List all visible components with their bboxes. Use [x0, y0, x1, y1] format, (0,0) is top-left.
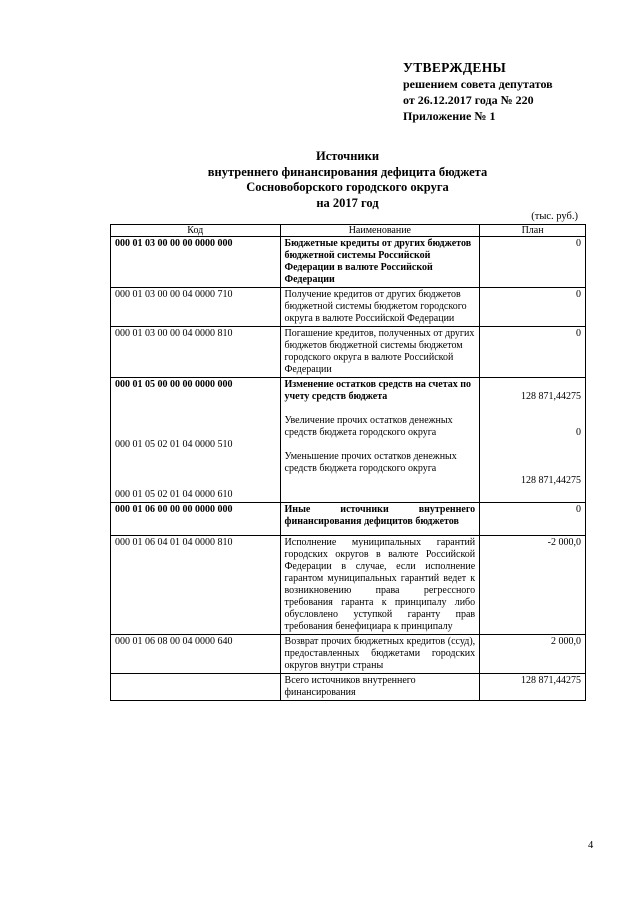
row-code: 000 01 03 00 00 00 0000 000: [111, 237, 281, 288]
row-plan: 0: [480, 288, 586, 327]
sub-row-name: Уменьшение прочих остатков денежных средств бюджета городского округа: [284, 451, 457, 474]
row-plan: 128 871,44275: [521, 391, 581, 402]
table-row: [111, 237, 586, 288]
header-plan: План: [480, 225, 586, 237]
row-name: Изменение остатков средств на счетах по учету средств бюджета: [284, 379, 471, 402]
table-row: [111, 378, 586, 503]
title-line-1: Источники: [315, 149, 380, 163]
sub-row-code: 000 01 05 02 01 04 0000 610: [115, 489, 233, 500]
table-row: [111, 503, 586, 536]
row-plan: 128 871,44275: [480, 674, 586, 701]
row-code: 000 01 05 00 00 00 0000 000: [115, 379, 233, 390]
table-row: [111, 288, 586, 327]
sub-row-name: Увеличение прочих остатков денежных средств бюджета городского округа: [284, 415, 453, 438]
page-number: 4: [588, 840, 594, 851]
row-code: 000 01 03 00 00 04 0000 810: [111, 327, 281, 378]
row-plan: -2 000,0: [480, 536, 586, 635]
row-code-group: [111, 378, 281, 503]
row-plan: 2 000,0: [480, 635, 586, 674]
unit-label: (тыс. руб.): [531, 211, 578, 222]
title-line-2: внутреннего финансирования дефицита бюджета: [207, 164, 488, 179]
sub-row-plan: 128 871,44275: [521, 475, 581, 486]
approval-line-decision: решением совета депутатов: [403, 77, 553, 91]
row-code: 000 01 03 00 00 04 0000 710: [111, 288, 281, 327]
approval-block: [403, 60, 553, 124]
table-row: [111, 327, 586, 378]
header-code: Код: [111, 225, 281, 237]
row-name: Бюджетные кредиты от других бюджетов бюджетной системы Российской Федерации в валюте Российской Федерации: [280, 237, 480, 288]
document-title: [110, 149, 585, 211]
sub-row-plan: 0: [576, 427, 581, 438]
row-name: Исполнение муниципальных гарантий городских округов в валюте Российской Федерации в случае, если исполнение гарантом муниципальных гарантий ведет к возникновению права регрессного требования гаранта к принципалу либо обусловлено уступкой гаранту прав требования бенефициара к принципалу: [280, 536, 480, 635]
table-row: [111, 536, 586, 635]
approval-line-date: от 26.12.2017 года № 220: [403, 93, 534, 107]
financing-sources-table: [110, 224, 586, 701]
row-name: Получение кредитов от других бюджетов бюджетной системы бюджетом городского округа в валюте Российской Федерации: [280, 288, 480, 327]
row-name-group: [280, 378, 480, 503]
row-plan-group: [480, 378, 586, 503]
table-header-row: [111, 225, 586, 237]
title-line-4: на 2017 год: [316, 195, 379, 210]
header-name: Наименование: [280, 225, 480, 237]
row-code: 000 01 06 04 01 04 0000 810: [111, 536, 281, 635]
row-code: 000 01 06 08 00 04 0000 640: [111, 635, 281, 674]
row-name: Возврат прочих бюджетных кредитов (ссуд), предоставленных бюджетами городских округов внутри страны: [280, 635, 480, 674]
table-total-row: [111, 674, 586, 701]
title-line-3: Сосновоборского городского округа: [246, 180, 449, 194]
row-code: 000 01 06 00 00 00 0000 000: [111, 503, 281, 536]
row-plan: 0: [480, 503, 586, 536]
approval-line-appendix: Приложение № 1: [403, 109, 496, 123]
table-row: [111, 635, 586, 674]
row-name: Погашение кредитов, полученных от других бюджетов бюджетной системы бюджетом городского округа в валюте Российской Федерации: [280, 327, 480, 378]
row-plan: 0: [480, 237, 586, 288]
row-code: [111, 674, 281, 701]
sub-row-code: 000 01 05 02 01 04 0000 510: [115, 439, 233, 450]
row-plan: 0: [480, 327, 586, 378]
row-name: Иные источники внутреннего финансирования дефицитов бюджетов: [280, 503, 480, 536]
approval-heading: УТВЕРЖДЕНЫ: [403, 60, 507, 75]
row-name: Всего источников внутреннего финансирования: [280, 674, 480, 701]
